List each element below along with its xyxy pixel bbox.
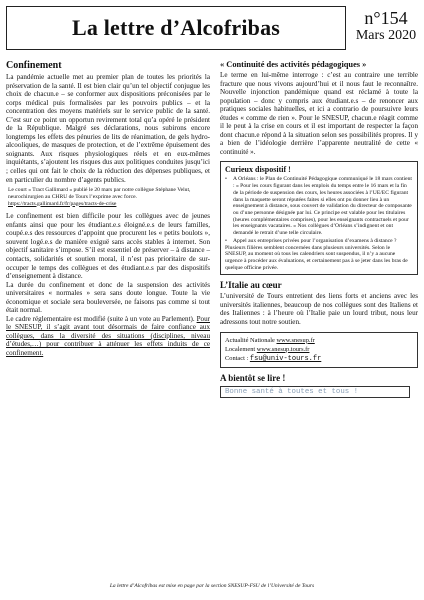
contact-email-row <box>225 354 413 364</box>
confinement-paragraph-3: La durée du confinement et donc de la suspension des activités universitaires « normales » sera sans doute longue. Toute la vie économique et sociale sera bouleversée, ne faisons pas comme si tout était normal. <box>6 280 210 315</box>
contact-label: Contact : <box>225 354 249 362</box>
curieux-bullet-1-text: A Orléans : le Plan de Continuité Pédagogique communiqué le 18 mars contient : « Pour les cours figurant dans les emplois du temps entre le 16 mars et la fin de la période de suspension des cours, les heures associées à l’UE/EC figurant dans la maquette seront réputées faites si elles ont pu donner lieu à un enseignement à distance, sous couvert de validation du directeur de composante ou d’une personne désignée par lui. Ce principe est valable pour les titulaires (heures complémentaires comprises), pour les enseignants contractuels et pour les enseignants vacataires. » Nos collègues d’Orléans s’indignent et ont demandé le retrait d’une telle circulaire. <box>233 176 412 237</box>
cadre-text: Le cadre réglementaire est modifié (suite à un vote au Parlement). <box>6 314 197 323</box>
issue-number: n°154 <box>364 8 408 28</box>
contact-email[interactable]: fsu@univ-tours.fr <box>249 354 322 363</box>
bullet-icon: • <box>225 176 227 183</box>
contact-national <box>225 336 413 345</box>
curieux-heading: Curieux dispositif ! <box>225 165 291 175</box>
continuite-heading: « Continuité des activités pédagogiques » <box>220 60 367 69</box>
snesup-statement: Pour le SNESUP, il s’agit avant tout désormais de faire confiance aux collègues, dans la diversité des situations (disciplines, niveau d’études,…) pour contribuer à atténuer les effets induits de ce confinement. <box>6 314 210 357</box>
curieux-bullet-2-text: Appel aux entreprises privées pour l’organisation d’examens à distance ? <box>233 237 397 244</box>
national-label: Actualité Nationale <box>225 336 275 344</box>
confinement-paragraph-4 <box>6 315 210 358</box>
left-column <box>6 60 210 358</box>
curieux-bullet-1 <box>225 176 413 236</box>
right-column <box>220 60 418 398</box>
curieux-box <box>220 161 418 275</box>
contacts-box <box>220 332 418 368</box>
tract-link[interactable]: https://tracts.gallimard.fr/fr/pages/tracts-de-crise <box>8 200 117 207</box>
bullet-icon: • <box>225 237 227 244</box>
local-label: Localement <box>225 345 256 353</box>
curieux-after: Plusieurs filières semblent concernées dans plusieurs universités. Selon le SNESUP, au moment où tous les calendriers sont suspendus, il n’y a aucune urgence à procéder aux évaluations, et certainement pas à se jeter dans les bras de quelque officine privée. <box>225 244 408 271</box>
tract-quote <box>6 187 210 207</box>
national-link[interactable]: www.snesup.fr <box>276 336 315 344</box>
italie-heading: L’Italie au cœur <box>220 280 282 291</box>
confinement-paragraph-1: La pandémie actuelle met au premier plan de toutes les priorités la préservation de la santé. Il est bien clair qu’un tel objectif conjugue les choix de chacun.e – se conformer aux dispositions préconisées par le corps médical puis formalisées par les pouvoirs publics – et la concentration des moyens matériels sur le service public de la santé. C’est sur ce point un opportun revirement total qu’a opéré le président de la République. Malgré ses déclarations, nous subirons encore longtemps les effets des pénuries de lits de réanimation, de gels hydro-alcooliques, de masques de protection, et de l’extrême épuisement des soignants. Aux risques physiologiques réels et en eux-mêmes inquiétants, s’ajoutent les risques dus aux politiques conduites jusqu’ici ; celles qui ont fait le choix de la réduction des dépenses publiques, et en particulier du nombre d’agents publics. <box>6 73 210 184</box>
contact-local <box>225 345 413 354</box>
masthead <box>6 6 346 50</box>
issue-info <box>354 8 418 44</box>
local-link[interactable]: www.snesup.tours.fr <box>256 345 310 353</box>
issue-date: Mars 2020 <box>355 28 417 43</box>
curieux-bullet-2 <box>225 238 413 245</box>
continuite-body: Le terme en lui-même interroge : c’est au contraire une terrible fracture que nous vivons aujourd’hui et il nous faut le reconnaître. Nouvelle injonction pandémique quand est réclamé à toute la population – donc y compris aux étudiant.e.s – de renoncer aux pratiques sociales habituelles, et ici a contrario de poursuivre leurs études « comme de rien ». Pour le SNESUP, chacun.e réagit comme il le peut à la crise en cours et il est important de respecter la façon dont chacun.e répond à la situation selon ses possibilités propres. Il y a bien de l’idéologie derrière l’apparente neutralité de cette « continuité ». <box>220 71 418 156</box>
signoff-box: Bonne santé à toutes et tous ! <box>220 386 410 398</box>
tract-quote-text: Le court « Tract Gallimard » publié le 20 mars par notre collègue Stéphane Velut, neurochirurgien au CHRU de Tours l’exprime avec force. <box>8 187 191 200</box>
newsletter-title: La lettre d’Alcofribas <box>71 15 281 40</box>
bientot-heading: A bientôt se lire ! <box>220 372 286 383</box>
footer: La lettre d’Alcofribas est mise en page par la section SNESUP-FSU de l’Université de Tours <box>109 583 315 589</box>
confinement-paragraph-2: Le confinement est bien difficile pour les collègues avec de jeunes enfants ainsi que pour les étudiant.e.s éloigné.e.s de leurs familles, coupé.e.s des ressources d’appoint que procurent les « petits boulots », souvent logé.e.s de manière exiguë sans accès stables à internet. Son objectif sanitaire s’impose. S’il est essentiel de préserver – à distance – contacts, solidarités et soutien moral, il n’est pas prioritaire de sur-occuper le temps des collègues et des étudiant.e.s par des dispositifs d’enseignement à distance. <box>6 212 210 281</box>
confinement-heading: Confinement <box>6 60 62 71</box>
italie-body: L’université de Tours entretient des liens forts et anciens avec les universités italiennes, beaucoup de nos collègues sont des Italiens et des Italiennes : à l’heure où l’Italie paie un lourd tribut, nous leur adressons tout notre soutien. <box>220 292 418 326</box>
